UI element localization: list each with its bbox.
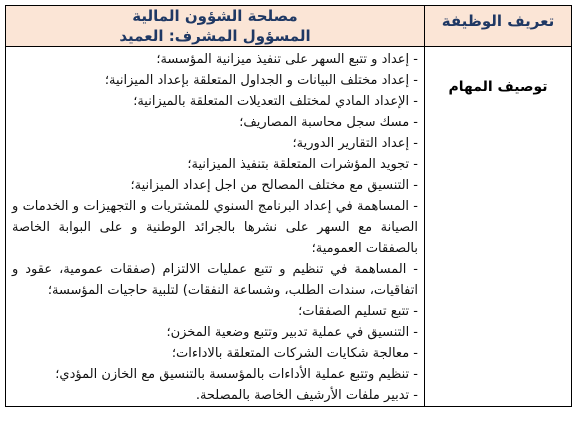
task-item: - تدبير ملفات الأرشيف الخاصة بالمصلحة.	[195, 388, 418, 403]
job-description-table	[5, 5, 572, 407]
supervisor-line: المسؤول المشرف: العميد	[119, 27, 311, 45]
header-row	[6, 6, 572, 47]
tasks-row	[6, 47, 572, 407]
task-item: - تنظيم وتتبع عملية الأداءات بالمؤسسة بالتنسيق مع الخازن المؤدي؛	[55, 367, 418, 382]
task-item: - مسك سجل محاسبة المصاريف؛	[239, 115, 418, 130]
tasks-label-cell	[425, 47, 572, 407]
task-item: - المساهمة في تنظيم و تتبع عمليات الالتزام (صفقات عمومية، عقود و اتفاقيات، سندات الطلب، وشساعة النفقات) لتلبية حاجيات المؤسسة؛	[12, 262, 418, 298]
task-list	[6, 47, 424, 406]
task-item: - التنسيق مع مختلف المصالح من اجل إعداد الميزانية؛	[130, 178, 418, 193]
tasks-cell	[6, 47, 425, 407]
task-item: - إعداد مختلف البيانات و الجداول المتعلقة بإعداد الميزانية؛	[104, 73, 418, 88]
task-item: - تتبع تسليم الصفقات؛	[298, 304, 418, 319]
header-label-cell	[425, 6, 572, 47]
header-main-cell	[6, 6, 425, 47]
task-item: - الإعداد المادي لمختلف التعديلات المتعلقة بالميزانية؛	[133, 94, 418, 109]
tasks-label: توصيف المهام	[448, 78, 548, 95]
job-definition-label: تعريف الوظيفة	[441, 12, 555, 30]
department-name: مصلحة الشؤون المالية	[132, 7, 298, 25]
task-item: - التنسيق في عملية تدبير وتتبع وضعية المخزن؛	[166, 325, 418, 340]
task-item: - معالجة شكايات الشركات المتعلقة بالاداءات؛	[171, 346, 418, 361]
task-item: - تجويد المؤشرات المتعلقة بتنفيذ الميزانية؛	[187, 157, 418, 172]
task-item: - إعداد التقارير الدورية؛	[292, 136, 418, 151]
task-item: - إعداد و تتبع السهر على تنفيذ ميزانية المؤسسة؛	[156, 52, 418, 67]
task-item: - المساهمة في إعداد البرنامج السنوي للمشتريات و التجهيزات و الخدمات و الصيانة مع السهر على نشرها بالجرائد الوطنية و على البوابة الخاصة بالصفقات العمومية؛	[12, 199, 418, 256]
